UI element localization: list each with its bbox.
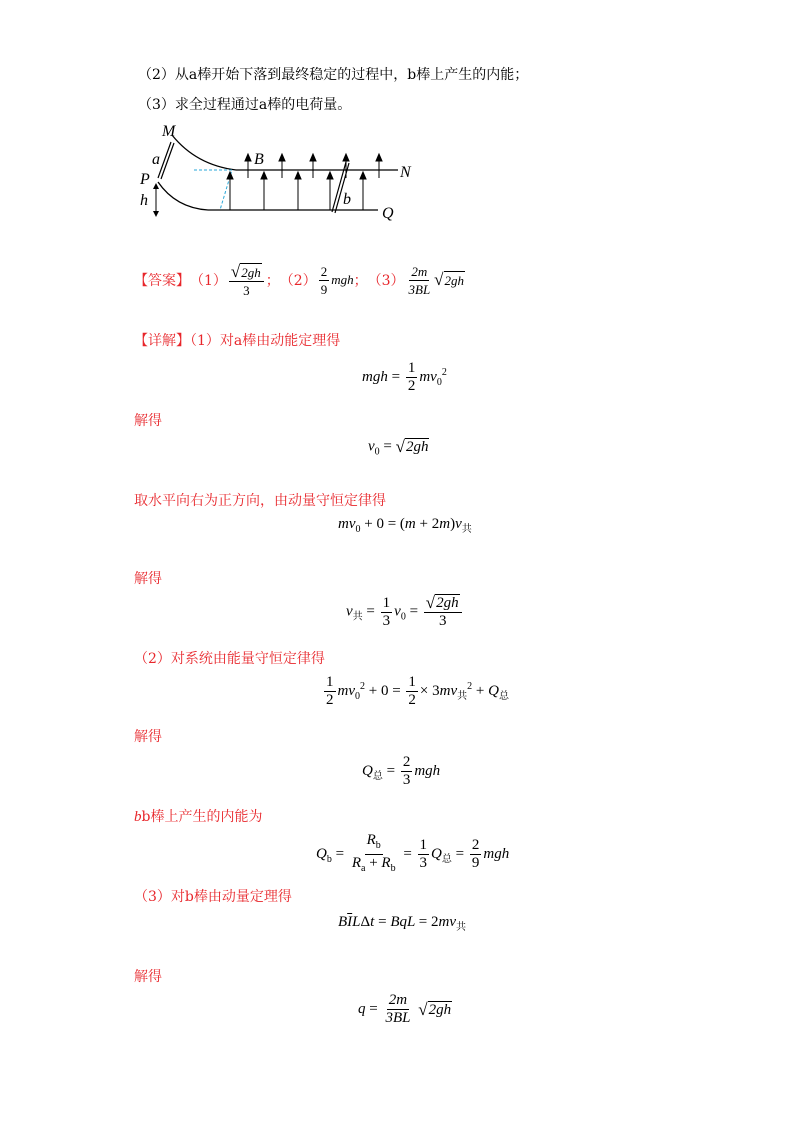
answer-2-frac [319, 263, 330, 298]
equation-2: $v_0$ = √ 2gh [368, 437, 429, 458]
answer-3-den: 3BL [408, 281, 431, 297]
equation-6: $Q_总$ = $\frac{2}{3}$ mgh [362, 754, 441, 788]
answer-1-frac: √ 2gh 3 [229, 261, 264, 298]
question-3: （3）求全过程通过a棒的电荷量。 [138, 97, 352, 113]
label-M: M [162, 123, 176, 140]
answer-2-tail: mgh [331, 272, 354, 287]
answer-3-frac [407, 263, 433, 298]
equation-7: $Q_b$ = $\frac{R_b}{R_a + R_b}$ = $\frac{1}{3}$ $Q_总$ = $\frac{2}{9}$ mgh [316, 832, 510, 874]
answer-3-num: 2m [411, 263, 428, 279]
equation-4: $v_共$ = $\frac{1}{3}$ $v_0$ = √ 2gh 3 [346, 594, 464, 630]
label-a: a [152, 151, 160, 168]
solve-4: 解得 [134, 969, 162, 985]
equation-1: mgh = $\frac{1}{2}$ $mv_0^2$ [362, 360, 447, 394]
answer-2-den: 9 [320, 281, 328, 297]
label-N: N [400, 164, 411, 181]
label-b: b [343, 191, 351, 208]
answer-1-den: 3 [243, 282, 250, 298]
answer-3-sqrt-arg: 2gh [444, 273, 465, 288]
answer-sep-1: ； [265, 273, 280, 289]
answer-1-num: 2gh [241, 264, 261, 280]
answer-2-num: 2 [320, 263, 328, 279]
momentum-statement: 取水平向右为正方向，由动量守恒定律得 [134, 493, 386, 509]
answer-sep-2: ； [353, 273, 368, 289]
detail-step-1: （1）对a棒由动能定理得 [190, 333, 341, 349]
answer-part2: （2） [279, 273, 317, 289]
label-Q: Q [382, 205, 394, 222]
equation-3: $mv_0 + 0 = (m + 2m)v_共$ [338, 516, 472, 535]
solve-3: 解得 [134, 729, 162, 745]
label-h: h [140, 192, 148, 209]
detail-step-2: （2）对系统由能量守恒定律得 [134, 651, 325, 667]
question-2: （2）从a棒开始下落到最终稳定的过程中，b棒上产生的内能； [138, 67, 529, 83]
answer-3-sqrt: √ 2gh [434, 270, 465, 289]
b-internal-energy: bb棒上产生的内能为 [134, 809, 263, 825]
detail-tag: 【详解】 [134, 333, 190, 349]
label-B: B [254, 151, 264, 168]
equation-8: $B\overline{I}L\Delta t$ = BqL = $2mv_共$ [338, 914, 467, 933]
equation-9: q = $\frac{2m}{3BL}$ √ 2gh [358, 992, 452, 1026]
detail-line-1 [134, 330, 340, 350]
equation-5: $\frac{1}{2}$ $mv_0^2 + 0$ = $\frac{1}{2}$ × $3mv_共^2 + Q_总$ [326, 674, 509, 708]
answer-tag: 【答案】 [134, 273, 190, 289]
answer-part1: （1） [190, 273, 227, 289]
answer-part3: （3） [367, 273, 405, 289]
answer-line [134, 258, 465, 302]
detail-step-3: （3）对b棒由动量定理得 [134, 889, 292, 905]
rail-figure [136, 120, 416, 230]
label-P: P [140, 171, 150, 188]
solve-1: 解得 [134, 413, 162, 429]
solve-2: 解得 [134, 571, 162, 587]
b-internal-energy-text: b棒上产生的内能为 [141, 809, 263, 825]
